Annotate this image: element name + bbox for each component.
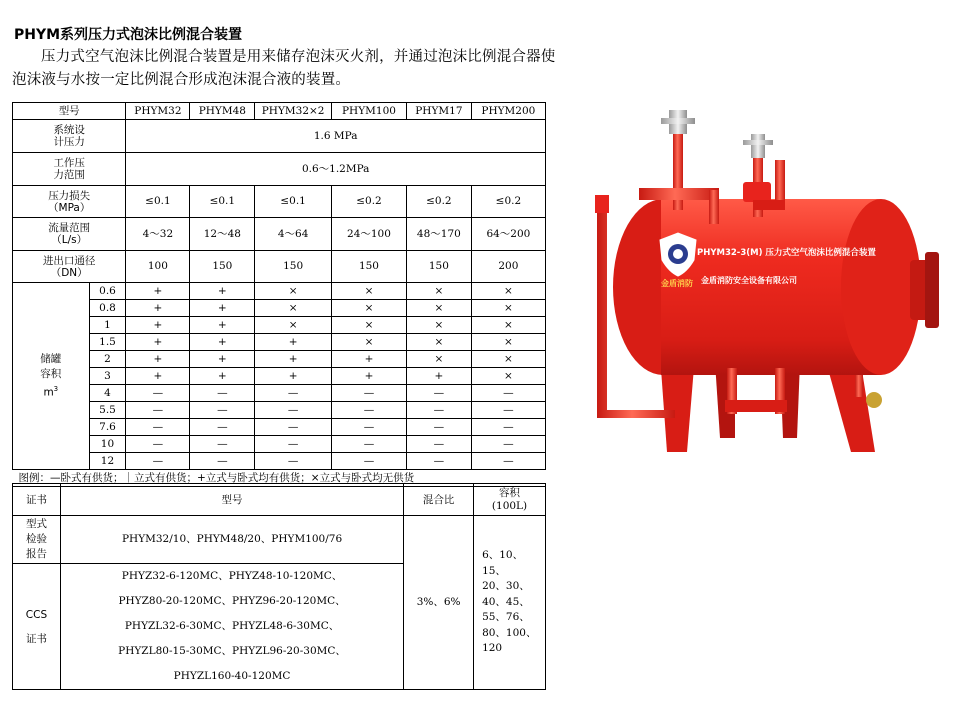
inlet-outlet-cell: 200: [471, 251, 545, 283]
spec-table: [12, 102, 546, 487]
emblem-inner: [673, 249, 683, 259]
tank-volume-row: [13, 351, 546, 368]
flow-range-cell: 4～32: [126, 218, 190, 251]
pressure-loss-cell: ≤0.1: [126, 186, 190, 218]
horizontal-pipe-top: [639, 188, 719, 200]
drain-pipe: [855, 375, 863, 397]
tank-volume-value: 2: [89, 351, 126, 368]
intro-paragraph: 压力式空气泡沫比例混合装置是用来储存泡沫灭火剂，并通过泡沫比例混合器使泡沫液与水按一定比例混合形成泡沫混合液的装置。: [12, 49, 556, 88]
tank-volume-value: 0.6: [89, 283, 126, 300]
availability-cell: ×: [471, 317, 545, 334]
working-pressure-label: 工作压 力范围: [13, 153, 126, 186]
availability-cell: ×: [406, 351, 471, 368]
cert-header-row: [13, 484, 546, 516]
tank-volume-value: 1: [89, 317, 126, 334]
availability-cell: +: [126, 317, 190, 334]
tank-volume-row: [13, 334, 546, 351]
tank-volume-value: 0.8: [89, 300, 126, 317]
inlet-outlet-cell: 150: [255, 251, 332, 283]
model-cell: PHYM32×2: [255, 103, 332, 120]
availability-cell: +: [126, 300, 190, 317]
availability-cell: +: [190, 317, 255, 334]
tank-volume-row: [13, 436, 546, 453]
availability-cell: +: [190, 334, 255, 351]
availability-cell: —: [331, 419, 406, 436]
cert-table: [12, 483, 546, 690]
availability-cell: ×: [331, 300, 406, 317]
tank-volume-row: [13, 402, 546, 419]
availability-cell: —: [126, 402, 190, 419]
logo-text: 金盾消防: [661, 279, 693, 288]
availability-cell: —: [255, 385, 332, 402]
availability-cell: ×: [471, 368, 545, 385]
flow-range-label: 流量范围 （L/s）: [13, 218, 126, 251]
inlet-outlet-label: 进出口通径 （DN）: [13, 251, 126, 283]
valve-cap-right: [743, 140, 773, 145]
vertical-pipe-mid: [709, 190, 719, 224]
availability-cell: —: [471, 402, 545, 419]
availability-cell: —: [190, 419, 255, 436]
type-test-models: PHYM32/10、PHYM48/20、PHYM100/76: [60, 516, 403, 564]
tank-volume-row: [13, 300, 546, 317]
availability-cell: +: [126, 334, 190, 351]
flow-range-cell: 64～200: [471, 218, 545, 251]
model-cell: PHYM200: [471, 103, 545, 120]
flange-right-outer: [925, 252, 939, 328]
availability-cell: ×: [471, 334, 545, 351]
tank-volume-value: 7.6: [89, 419, 126, 436]
availability-cell: +: [190, 300, 255, 317]
availability-cell: —: [255, 402, 332, 419]
type-test-row: [13, 516, 546, 564]
model-cell: PHYM100: [331, 103, 406, 120]
availability-cell: —: [255, 419, 332, 436]
availability-cell: —: [255, 453, 332, 470]
tank-volume-value: 1.5: [89, 334, 126, 351]
availability-cell: —: [190, 385, 255, 402]
availability-cell: —: [471, 453, 545, 470]
valve-cap-left: [661, 118, 695, 124]
tank-volume-row: [13, 419, 546, 436]
model-label: 型号: [13, 103, 126, 120]
page-title: PHYM系列压力式泡沫比例混合装置: [14, 27, 243, 43]
availability-cell: ×: [331, 334, 406, 351]
availability-cell: —: [406, 453, 471, 470]
tank-volume-value: 12: [89, 453, 126, 470]
availability-cell: ×: [406, 300, 471, 317]
inlet-outlet-cell: 150: [406, 251, 471, 283]
availability-cell: —: [331, 436, 406, 453]
availability-cell: —: [331, 402, 406, 419]
design-pressure-label: 系统设 计压力: [13, 120, 126, 153]
bottom-manifold: [725, 400, 787, 412]
availability-cell: —: [471, 385, 545, 402]
availability-cell: ×: [471, 283, 545, 300]
tank-volume-row: [13, 283, 546, 300]
availability-cell: ×: [255, 283, 332, 300]
ccs-models: PHYZ32-6-120MC、PHYZ48-10-120MC、 PHYZ80-20-120MC、PHYZ96-20-120MC、 PHYZL32-6-30MC、PHYZL48-6-30MC、 PHYZL80-15-30MC、PHYZL96-20-30MC、 PHYZL160-40-120MC: [60, 564, 403, 690]
inlet-outlet-cell: 100: [126, 251, 190, 283]
tank-volume-row: [13, 317, 546, 334]
flow-range-cell: 48～170: [406, 218, 471, 251]
availability-cell: —: [126, 419, 190, 436]
volume-list: 6、10、15、 20、30、 40、45、 55、76、 80、100、 120: [474, 516, 546, 690]
pressure-loss-cell: ≤0.2: [331, 186, 406, 218]
availability-cell: —: [126, 436, 190, 453]
availability-cell: —: [126, 453, 190, 470]
type-test-label: 型式 检验 报告: [13, 516, 61, 564]
availability-cell: +: [190, 368, 255, 385]
pressure-loss-cell: ≤0.2: [406, 186, 471, 218]
tank-end-right: [841, 199, 921, 375]
flow-range-cell: 12～48: [190, 218, 255, 251]
availability-cell: +: [331, 368, 406, 385]
foam-tank-photo: [575, 100, 955, 470]
drain-valve-icon: [866, 392, 882, 408]
valve-stem-right: [751, 134, 765, 158]
cert-header: 证书: [13, 484, 61, 516]
availability-cell: ×: [406, 283, 471, 300]
availability-cell: +: [255, 351, 332, 368]
inlet-outlet-cell: 150: [190, 251, 255, 283]
plate-text: PHYM32-3(M) 压力式空气泡沫比例混合装置: [697, 248, 876, 258]
availability-cell: —: [331, 385, 406, 402]
availability-cell: +: [126, 351, 190, 368]
availability-cell: —: [255, 436, 332, 453]
availability-cell: —: [190, 436, 255, 453]
model-cell: PHYM48: [190, 103, 255, 120]
availability-cell: —: [126, 385, 190, 402]
model-cell: PHYM17: [406, 103, 471, 120]
pressure-loss-cell: ≤0.1: [190, 186, 255, 218]
availability-cell: +: [255, 334, 332, 351]
availability-cell: +: [331, 351, 406, 368]
design-pressure-value: 1.6 MPa: [126, 120, 546, 153]
model-row: [13, 103, 546, 120]
model-cell: PHYM32: [126, 103, 190, 120]
flow-range-cell: 24～100: [331, 218, 406, 251]
availability-cell: —: [471, 436, 545, 453]
availability-cell: —: [406, 436, 471, 453]
inlet-outlet-row: [13, 251, 546, 283]
working-pressure-value: 0.6～1.2MPa: [126, 153, 546, 186]
availability-cell: —: [471, 419, 545, 436]
availability-cell: —: [190, 453, 255, 470]
availability-cell: —: [331, 453, 406, 470]
pressure-loss-label: 压力损失 （MPa）: [13, 186, 126, 218]
availability-cell: +: [126, 283, 190, 300]
tank-volume-value: 3: [89, 368, 126, 385]
company-logo: [660, 233, 696, 288]
availability-cell: ×: [255, 317, 332, 334]
availability-cell: ×: [331, 283, 406, 300]
flow-range-row: [13, 218, 546, 251]
availability-cell: —: [406, 419, 471, 436]
sight-glass: [595, 195, 609, 213]
volume-header: 容积 (100L): [474, 484, 546, 516]
availability-cell: +: [255, 368, 332, 385]
availability-cell: ×: [471, 351, 545, 368]
availability-cell: +: [190, 283, 255, 300]
availability-cell: ×: [331, 317, 406, 334]
availability-cell: ×: [406, 317, 471, 334]
availability-cell: +: [190, 351, 255, 368]
valve-body-right: [743, 182, 771, 202]
availability-cell: +: [126, 368, 190, 385]
model-header: 型号: [60, 484, 403, 516]
legend-text: 图例：—卧式有供货；｜立式有供货；+立式与卧式均有供货；×立式与卧式均无供货: [13, 470, 546, 487]
availability-cell: +: [406, 368, 471, 385]
tank-volume-value: 4: [89, 385, 126, 402]
tank-volume-label: 储罐 容积 $m^3$: [13, 283, 90, 470]
company-text: 金盾消防安全设备有限公司: [701, 276, 797, 285]
pressure-loss-cell: ≤0.2: [471, 186, 545, 218]
working-pressure-row: [13, 153, 546, 186]
availability-cell: —: [190, 402, 255, 419]
availability-cell: —: [406, 402, 471, 419]
tank-volume-row: [13, 453, 546, 470]
tank-volume-value: 5.5: [89, 402, 126, 419]
pipe-joint: [753, 200, 785, 210]
design-pressure-row: [13, 120, 546, 153]
availability-cell: ×: [255, 300, 332, 317]
availability-cell: —: [406, 385, 471, 402]
availability-cell: ×: [406, 334, 471, 351]
mix-ratio: 3%、6%: [404, 516, 474, 690]
ratio-header: 混合比: [404, 484, 474, 516]
availability-cell: ×: [471, 300, 545, 317]
tank-volume-row: [13, 385, 546, 402]
tank-volume-value: 10: [89, 436, 126, 453]
flow-range-cell: 4～64: [255, 218, 332, 251]
tank-volume-row: [13, 368, 546, 385]
pressure-loss-row: [13, 186, 546, 218]
inlet-outlet-cell: 150: [331, 251, 406, 283]
ccs-label: CCS 证书: [13, 564, 61, 690]
pressure-loss-cell: ≤0.1: [255, 186, 332, 218]
